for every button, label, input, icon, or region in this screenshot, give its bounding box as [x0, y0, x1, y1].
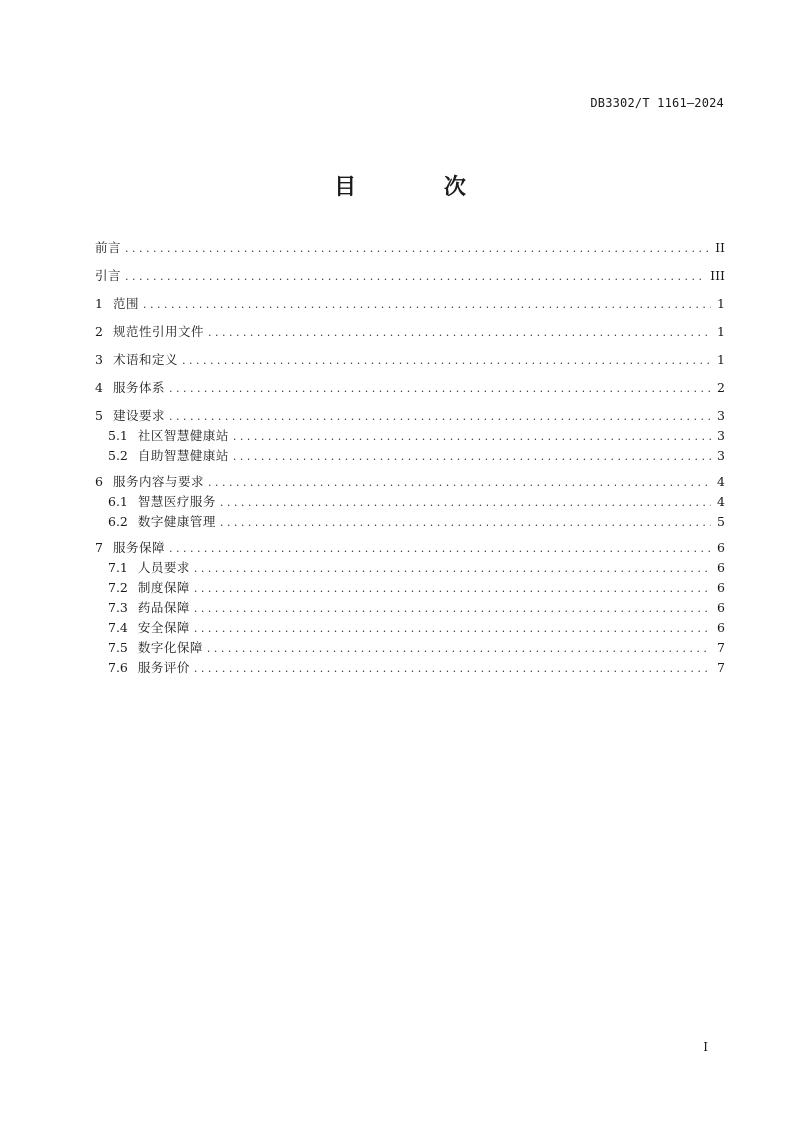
- toc-entry-title: 人员要求: [137, 560, 190, 575]
- toc-entry-title: 前言: [95, 240, 122, 255]
- toc-entry[interactable]: [95, 322, 725, 342]
- toc-entry-page: III: [710, 268, 725, 283]
- toc-entry-page: 1: [717, 352, 725, 367]
- toc-entry-number: 1: [95, 296, 103, 311]
- toc-entry[interactable]: [108, 492, 725, 512]
- toc-entry-number: 5.1: [108, 428, 128, 443]
- toc-entry-title: 范围: [112, 296, 139, 311]
- toc-entry[interactable]: [108, 618, 725, 638]
- toc-entry[interactable]: [108, 638, 725, 658]
- toc-entry-title: 服务评价: [137, 660, 190, 675]
- toc-entry[interactable]: [108, 578, 725, 598]
- toc-entry-title: 规范性引用文件: [112, 324, 204, 339]
- toc-entry-page: 1: [717, 296, 725, 311]
- toc-entry-title: 建设要求: [112, 408, 165, 423]
- toc-entry-page: 2: [717, 380, 725, 395]
- toc-entry-title: 引言: [95, 268, 122, 283]
- toc-entry[interactable]: [95, 538, 725, 558]
- toc-entry-title: 术语和定义: [112, 352, 178, 367]
- toc-entry-page: II: [715, 240, 725, 255]
- toc-entry-number: 6.2: [108, 514, 128, 529]
- toc-entry-title: 制度保障: [137, 580, 190, 595]
- page-number: I: [703, 1040, 708, 1054]
- toc-entry-title: 数字化保障: [137, 640, 203, 655]
- dot-leader: [194, 579, 711, 599]
- toc-entry-number: 7.2: [108, 580, 128, 595]
- toc-entry[interactable]: [108, 512, 725, 532]
- dot-leader: [182, 351, 711, 371]
- toc-entry-title: 数字健康管理: [137, 514, 216, 529]
- dot-leader: [169, 379, 711, 399]
- toc-entry-page: 6: [717, 600, 725, 615]
- toc-entry-page: 7: [717, 640, 725, 655]
- toc-title: 目 次: [334, 175, 506, 200]
- toc-entry[interactable]: [95, 378, 725, 398]
- toc-entry-number: 6: [95, 474, 103, 489]
- toc-entry-page: 3: [717, 408, 725, 423]
- toc-entry-number: 7.5: [108, 640, 128, 655]
- dot-leader: [169, 539, 711, 559]
- dot-leader: [125, 239, 711, 259]
- toc-entry-page: 4: [717, 474, 725, 489]
- toc-entry-number: 7.4: [108, 620, 128, 635]
- toc-entry-title: 服务保障: [112, 540, 165, 555]
- toc-entry-number: 2: [95, 324, 103, 339]
- toc-entry-page: 3: [717, 428, 725, 443]
- dot-leader: [208, 473, 711, 493]
- dot-leader: [194, 559, 711, 579]
- dot-leader: [194, 619, 711, 639]
- toc-entry-title: 安全保障: [137, 620, 190, 635]
- toc-entry-page: 4: [717, 494, 725, 509]
- toc-entry[interactable]: [95, 238, 725, 258]
- toc-entry-number: 4: [95, 380, 103, 395]
- toc-entry-title: 智慧医疗服务: [137, 494, 216, 509]
- toc-entry-title: 药品保障: [137, 600, 190, 615]
- toc-entry-number: 5: [95, 408, 103, 423]
- toc-entry-title: 服务内容与要求: [112, 474, 204, 489]
- dot-leader: [194, 659, 711, 679]
- toc-entry-title: 自助智慧健康站: [137, 448, 229, 463]
- dot-leader: [208, 323, 711, 343]
- toc-entry-number: 3: [95, 352, 103, 367]
- dot-leader: [125, 267, 706, 287]
- toc-entry[interactable]: [108, 446, 725, 466]
- dot-leader: [220, 493, 711, 513]
- toc-entry[interactable]: [95, 406, 725, 426]
- toc-entry-number: 6.1: [108, 494, 128, 509]
- dot-leader: [194, 599, 711, 619]
- toc-entry-number: 5.2: [108, 448, 128, 463]
- toc-entry-page: 1: [717, 324, 725, 339]
- toc-entry-page: 7: [717, 660, 725, 675]
- toc-entry-title: 服务体系: [112, 380, 165, 395]
- dot-leader: [233, 447, 711, 467]
- toc-entry[interactable]: [95, 266, 725, 286]
- dot-leader: [143, 295, 711, 315]
- dot-leader: [233, 427, 711, 447]
- toc-entry-page: 5: [717, 514, 725, 529]
- dot-leader: [169, 407, 711, 427]
- toc-entry-page: 6: [717, 620, 725, 635]
- dot-leader: [220, 513, 711, 533]
- toc-entry[interactable]: [108, 426, 725, 446]
- toc-entry-number: 7.6: [108, 660, 128, 675]
- toc-entry-title: 社区智慧健康站: [137, 428, 229, 443]
- toc-entry-page: 6: [717, 540, 725, 555]
- toc-entry-number: 7: [95, 540, 103, 555]
- toc-entry-number: 7.3: [108, 600, 128, 615]
- toc-entry-number: 7.1: [108, 560, 128, 575]
- dot-leader: [207, 639, 711, 659]
- toc-entry[interactable]: [108, 598, 725, 618]
- toc-entry[interactable]: [108, 558, 725, 578]
- toc-entry[interactable]: [108, 658, 725, 678]
- document-code: DB3302/T 1161—2024: [590, 96, 724, 110]
- toc-entry-page: 6: [717, 580, 725, 595]
- toc-entry[interactable]: [95, 294, 725, 314]
- toc-entry-page: 6: [717, 560, 725, 575]
- toc-entry[interactable]: [95, 350, 725, 370]
- toc-entry-page: 3: [717, 448, 725, 463]
- toc-entry[interactable]: [95, 472, 725, 492]
